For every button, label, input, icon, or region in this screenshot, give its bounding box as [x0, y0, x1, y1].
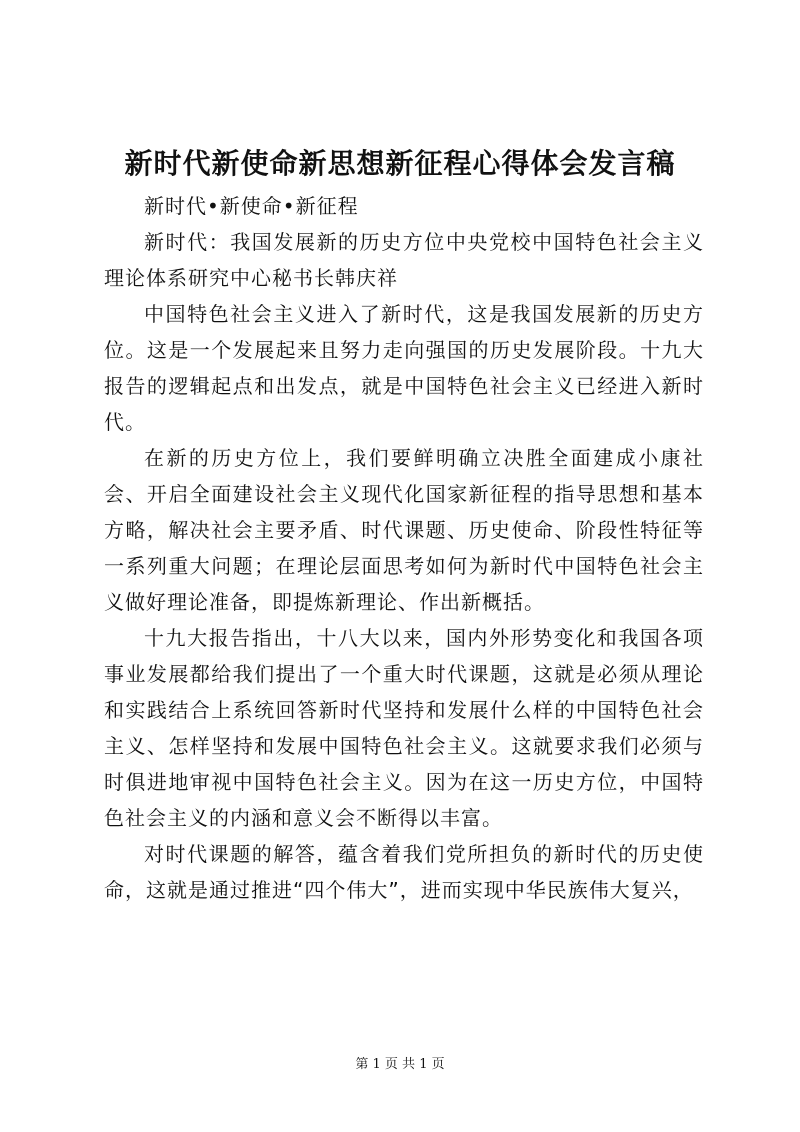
page-footer: 第 1 页 共 1 页 — [355, 1057, 445, 1072]
subtitle-paragraph: 新时代•新使命•新征程 — [144, 194, 359, 218]
document-body — [104, 188, 704, 908]
body-paragraph: 在新的历史方位上，我们要鲜明确立决胜全面建成小康社会、开启全面建设社会主义现代化国家新征程的指导思想和基本方略，解决社会主要矛盾、时代课题、历史使命、阶段性特征等一系列重大问题；在理论层面思考如何为新时代中国特色社会主义做好理论准备，即提炼新理论、作出新概括。 — [104, 446, 704, 614]
body-paragraph: 中国特色社会主义进入了新时代，这是我国发展新的历史方位。这是一个发展起来且努力走向强国的历史发展阶段。十九大报告的逻辑起点和出发点，就是中国特色社会主义已经进入新时代。 — [104, 302, 704, 434]
author-paragraph: 新时代：我国发展新的历史方位中央党校中国特色社会主义理论体系研究中心秘书长韩庆祥 — [104, 230, 704, 290]
body-paragraph: 对时代课题的解答，蕴含着我们党所担负的新时代的历史使命，这就是通过推进“四个伟大”，进而实现中华民族伟大复兴， — [104, 842, 704, 902]
body-paragraph: 十九大报告指出，十八大以来，国内外形势变化和我国各项事业发展都给我们提出了一个重大时代课题，这就是必须从理论和实践结合上系统回答新时代坚持和发展什么样的中国特色社会主义、怎样坚持和发展中国特色社会主义。这就要求我们必须与时俱进地审视中国特色社会主义。因为在这一历史方位，中国特色社会主义的内涵和意义会不断得以丰富。 — [104, 626, 704, 830]
document-title: 新时代新使命新思想新征程心得体会发言稿 — [124, 147, 676, 180]
